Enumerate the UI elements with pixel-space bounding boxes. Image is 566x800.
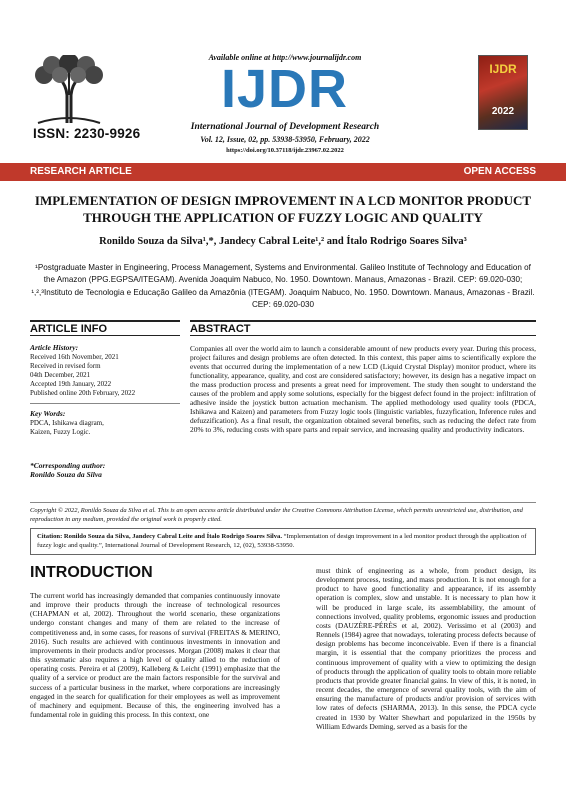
article-type-banner	[0, 163, 566, 181]
history-heading: Article History:	[30, 343, 79, 352]
introduction-heading: INTRODUCTION	[30, 564, 153, 581]
article-info-panel	[30, 343, 180, 479]
keywords-line-1: PDCA, Ishikawa diagram,	[30, 419, 104, 427]
article-title	[20, 192, 546, 226]
copyright-notice: Copyright © 2022, Ronildo Souza da Silva et al. This is an open access article distributed under the Creative Commons Attribution License, which permits unrestricted use, distribution, and reproduction in any medium, provided the original work is properly cited.	[30, 502, 536, 524]
cover-year: 2022	[491, 106, 515, 117]
published-date: Published online 20th February, 2022	[30, 389, 136, 397]
cover-title: IJDR	[489, 62, 517, 76]
available-online-text: Available online at http://www.journalijdr.com	[208, 53, 362, 62]
divider	[30, 403, 180, 404]
corresponding-author-name: Ronildo Souza da Silva	[30, 470, 102, 479]
keywords-heading: Key Words:	[30, 409, 66, 418]
introduction-column-1: The current world has increasingly demanded that companies continuously innovate and improve their products through the increase of technological resources (CHAPMAN et al, 2002). Throughout the world scenario, these organizations undergo constant changes and many of them are related to the increase of competitiveness and, in some cases, for reasons of survival (FREITAS & MERINO, 2016). Such results are achieved with continuous investments in innovation and improvements in their products and/or processes. Morgan (2008) makes it clear that this systematic also requires a high level of quality allied to the reduction of operating costs. Pereira et al (2009), Kalleberg & Leicht (1991) emphasize that the quality of a service or product are the main factors responsible for the survival and success of a particular business in the market, where corporations are increasingly engaged in the search for qualification for their employees as well as improvement of machinery and equipment. Because of this, the engineering involved has a fundamental role in guiding this process. In this context, one	[30, 591, 280, 720]
citation-box	[30, 528, 536, 555]
spacer	[30, 437, 180, 461]
accepted-date: Accepted 19th January, 2022	[30, 380, 112, 388]
revised-label: Received in revised form	[30, 362, 101, 370]
affiliations: ¹Postgraduate Master in Engineering, Process Management, Systems and Environmental. Galileo Institute of Technology and Education of the Amazon (PPG.EGPSA/ITEGAM). Avenida Joaquim Nabuco, No. 1950. Downtown. Manaus, Amazonas - Brazil. CEP: 69.020-030; ¹,²,³Instituto de Tecnologia e Educação Galileo da Amazônia (ITEGAM). Joaquim Nabuco, No. 1950. Downtown. Manaus, Amazonas - Brazil. CEP: 69.020-030	[31, 263, 535, 309]
abstract-heading: ABSTRACT	[190, 320, 536, 336]
abstract-text: Companies all over the world aim to launch a considerable amount of new products every year. During this process, project failures and design problems are often detected. In this context, this paper aims to scientifically explore the events that occurred during the implementation of a new LCD (Liquid Crystal Display) monitor product, where its functionality, appearance, quality, and cost are considered satisfactory; however, its design has a negative impact on the mass production process and presents a great need for improvement. The study then sought to understand the causes of the problem and apply some solutions, especially for the biggest defect found in the project: infiltration of adhesive inside the joystick button actuation mechanism. The applied methodology used quality tools (PDCA, Ishikawa and Kaizen) and parameters from Fuzzy logic tools (linguistic variables, fuzzyfication, Inference rules and defuzzification). As a final result, the organization obtained several benefits, such as reducing the defect rate from 20% to 3%, reducing costs with spare parts and repair service, and increasing quality and productivity indicators.	[190, 344, 536, 435]
article-info-heading: ARTICLE INFO	[30, 320, 180, 336]
corresponding-author-heading: *Corresponding author:	[30, 461, 106, 470]
introduction-column-2: must think of engineering as a whole, from product design, its development process, testing, and mass production. It is not enough for a product to have good functionality and appearance, if its assembly operation is complex, slow and unstable. It is necessary to plan how it will be produced in large scale, its assemblability, the amount of connections involved, quality problems, ergonomic issues and production costs (DAUZÈRE-PÉRÈS et al, 2002). Verissimo et al (2003) and Rennels (1984) agree that nowadays, tolerating process defects because of design problems has become inconceivable. Even if there is a financial margin, it is essential that the company prioritizes the process and continuous improvement of quality with a view to optimizing the design of products through the application of quality tools to obtain more reliable products that provide greater financial gains. In view of this, it is noted, in recent decades, the emergence of several quality tools, with the aim of ensuring the manufacture of products and/or provision of services with low rates of defects (SHARMA, 2013). In this sense, the PDCA cycle created in 1930 by Walter Shewhart and popularized in the 1950s by William Edwards Deming, served as a basis for the	[316, 566, 536, 731]
revised-date: 04th December, 2021	[30, 371, 91, 379]
open-access-label: OPEN ACCESS	[463, 166, 536, 177]
author-list: Ronildo Souza da Silva¹,*, Jandecy Cabral Leite¹,² and Ítalo Rodrigo Soares Silva³	[99, 236, 467, 247]
journal-name: International Journal of Development Research	[190, 122, 380, 132]
article-title-line-2: THROUGH THE APPLICATION OF FUZZY LOGIC AND QUALITY	[83, 210, 483, 225]
received-date: Received 16th November, 2021	[30, 353, 119, 361]
journal-cover-image	[478, 55, 528, 130]
tree-logo-icon	[30, 55, 108, 125]
article-title-line-1: IMPLEMENTATION OF DESIGN IMPROVEMENT IN A LCD MONITOR PRODUCT	[34, 193, 532, 208]
journal-header	[0, 0, 566, 163]
keywords-line-2: Kaizen, Fuzzy Logic.	[30, 428, 91, 436]
journal-logo-text: IJDR	[220, 59, 349, 119]
doi-link[interactable]: https://doi.org/10.37118/ijdr.23967.02.2022	[226, 147, 344, 154]
volume-line: Vol. 12, Issue, 02, pp. 53938-53950, February, 2022	[200, 135, 370, 144]
citation-text: “Implementation of design improvement in a led monitor product through the application of fuzzy logic and quality.”, International Journal of Development Research, 12, (02), 53938-53950.	[37, 533, 527, 549]
citation-label: Citation: Ronildo Souza da Silva, Jandecy Cabral Leite and Ítalo Rodrigo Soares Silva.	[37, 533, 282, 540]
issn-number: ISSN: 2230-9926	[33, 126, 141, 141]
research-article-label: RESEARCH ARTICLE	[30, 166, 132, 177]
